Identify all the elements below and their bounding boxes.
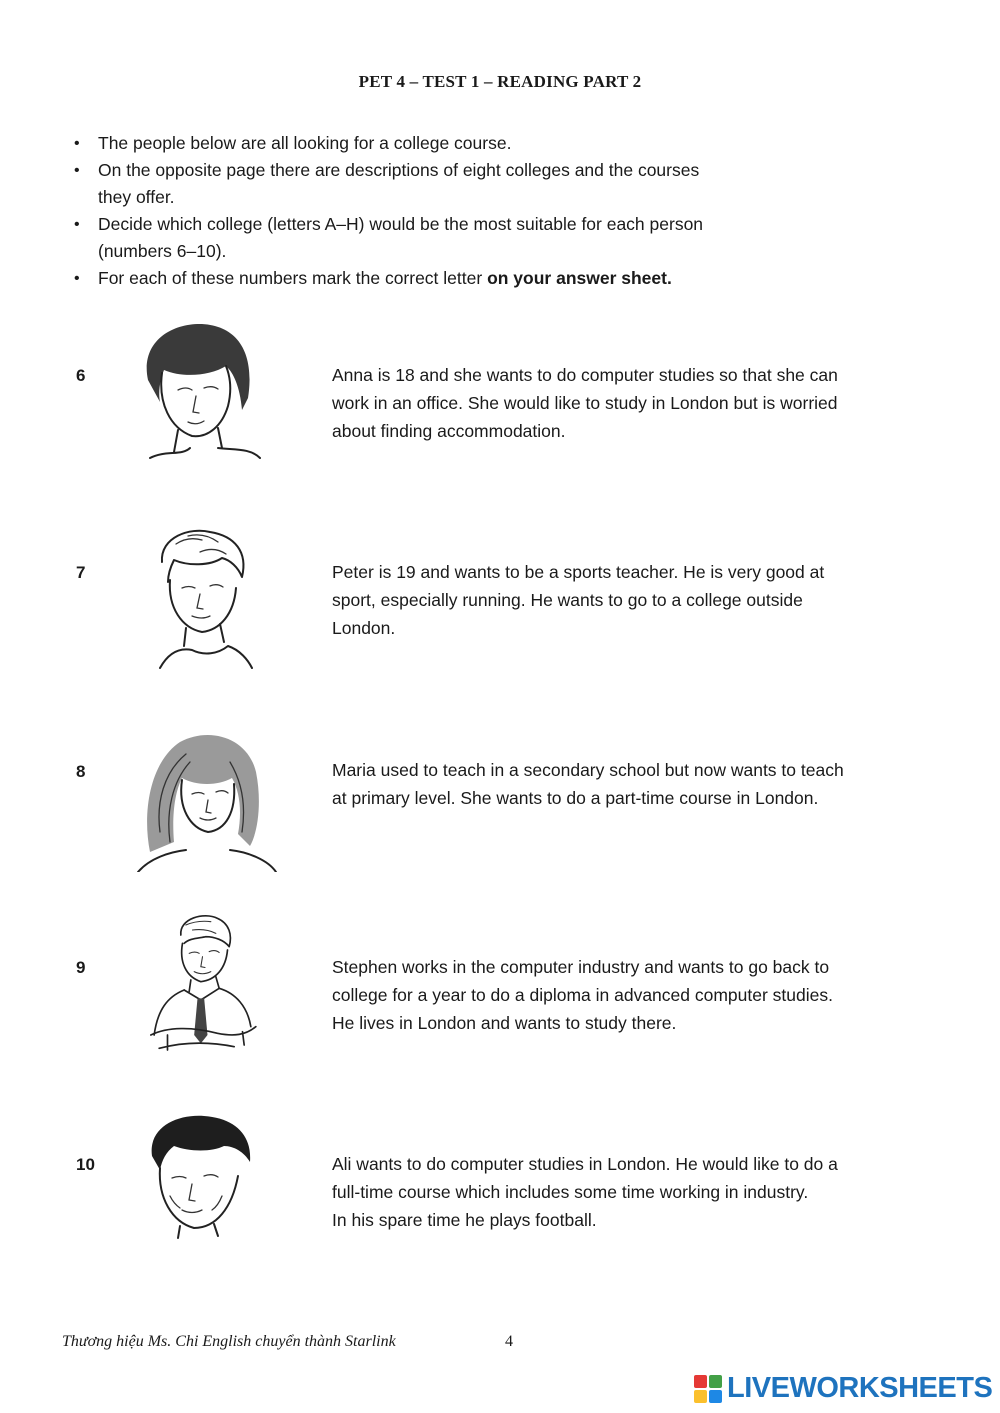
instruction-text-cont: they offer. [98,187,175,207]
woman-long-hair-portrait-icon [130,722,280,872]
description-line: Ali wants to do computer studies in London. He would like to do a [332,1154,838,1174]
description-line: at primary level. She wants to do a part-time course in London. [332,788,819,808]
instruction-item [72,157,832,211]
description-line: work in an office. She would like to study in London but is worried [332,393,838,413]
description-line: In his spare time he plays football. [332,1210,597,1230]
description-line: sport, especially running. He wants to go to a college outside [332,590,803,610]
instruction-item [72,130,832,157]
description-line: full-time course which includes some time working in industry. [332,1182,809,1202]
person-description [332,1150,932,1234]
boy-dark-hair-portrait-icon [130,1112,280,1262]
person-description [332,361,932,445]
question-number: 9 [76,958,86,977]
liveworksheets-logo [693,1372,992,1405]
young-man-portrait-icon [130,522,280,672]
description-line: Maria used to teach in a secondary school but now wants to teach [332,760,844,780]
description-line: Peter is 19 and wants to be a sports teacher. He is very good at [332,562,825,582]
person-description [332,953,932,1037]
question-number: 7 [76,563,86,582]
description-line: college for a year to do a diploma in advanced computer studies. [332,985,833,1005]
description-line: about finding accommodation. [332,421,566,441]
woman-short-hair-portrait-icon [130,318,280,468]
footer-brand-text: Thương hiệu Ms. Chi English chuyển thành Starlink [62,1333,396,1350]
question-number: 8 [76,762,86,781]
instruction-text: The people below are all looking for a college course. [98,133,512,153]
liveworksheets-mark-icon [693,1374,723,1404]
page-number: 4 [505,1333,513,1350]
instruction-text-cont: (numbers 6–10). [98,241,227,261]
man-with-tie-portrait-icon [130,910,280,1060]
instruction-emphasis: on your answer sheet. [487,268,672,288]
watermark-text: LIVEWORKSHEETS [727,1372,993,1404]
instruction-text: For each of these numbers mark the correct letter [98,268,488,288]
question-number: 10 [76,1155,95,1174]
question-number: 6 [76,366,86,385]
description-line: Anna is 18 and she wants to do computer studies so that she can [332,365,838,385]
person-description [332,558,932,642]
instruction-text: Decide which college (letters A–H) would be the most suitable for each person [98,214,704,234]
instructions-list [72,130,832,292]
description-line: He lives in London and wants to study there. [332,1013,677,1033]
instruction-item [72,211,832,265]
instruction-item [72,265,832,292]
person-description [332,756,932,812]
description-line: Stephen works in the computer industry and wants to go back to [332,957,830,977]
description-line: London. [332,618,396,638]
instruction-text: On the opposite page there are descriptions of eight colleges and the courses [98,160,700,180]
page-title: PET 4 – TEST 1 – READING PART 2 [358,72,642,91]
